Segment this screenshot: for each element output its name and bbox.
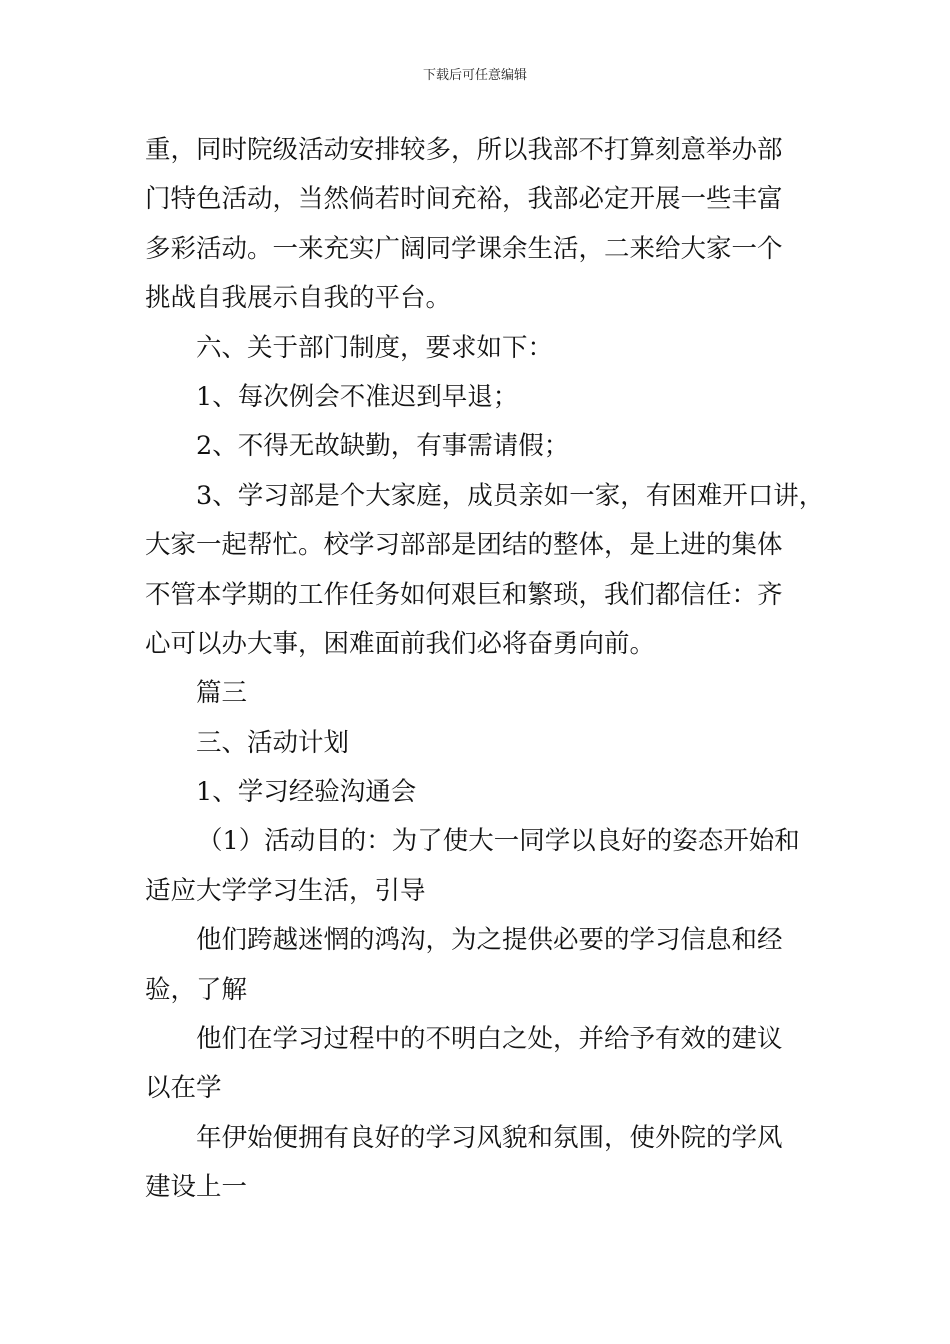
list-item: 2、不得无故缺勤，有事需请假； [196,431,570,462]
paragraph-line: 验，了解 [145,974,248,1005]
section-heading: 六、关于部门制度，要求如下： [196,332,554,363]
paragraph-line: 门特色活动，当然倘若时间充裕，我部必定开展一些丰富 [145,184,783,215]
document-body [145,126,825,1213]
list-item: 3、学习部是个大家庭，成员亲如一家，有困难开口讲， [196,480,825,511]
paragraph-line: 多彩活动。一来充实广阔同学课余生活，二来给大家一个 [145,233,783,264]
paragraph-line: 大家一起帮忙。校学习部部是团结的整体，是上进的集体 [145,530,783,561]
paragraph-line: （1）活动目的：为了使大一同学以良好的姿态开始和 [197,826,800,857]
paragraph-line: 年伊始便拥有良好的学习风貌和氛围，使外院的学风 [196,1122,783,1153]
section-heading: 三、活动计划 [196,727,350,758]
paragraph-line: 建设上一 [145,1172,248,1203]
paragraph-line: 挑战自我展示自我的平台。 [145,283,452,314]
paragraph-line: 重，同时院级活动安排较多，所以我部不打算刻意举办部 [145,135,783,165]
paragraph-line: 适应大学学习生活，引导 [145,875,426,906]
paragraph-line: 以在学 [145,1073,222,1104]
paragraph-line: 不管本学期的工作任务如何艰巨和繁琐，我们都信任：齐 [145,579,783,610]
subsection-heading: 1、学习经验沟通会 [196,777,417,808]
page-header: 下载后可任意编辑 [422,68,527,83]
list-item: 1、每次例会不准迟到早退； [196,381,519,412]
paragraph-line: 心可以办大事，困难面前我们必将奋勇向前。 [145,628,656,659]
paragraph-line: 他们跨越迷惘的鸿沟，为之提供必要的学习信息和经 [196,925,783,956]
paragraph-line: 他们在学习过程中的不明白之处，并给予有效的建议 [196,1024,783,1055]
section-title: 篇三 [196,678,248,709]
